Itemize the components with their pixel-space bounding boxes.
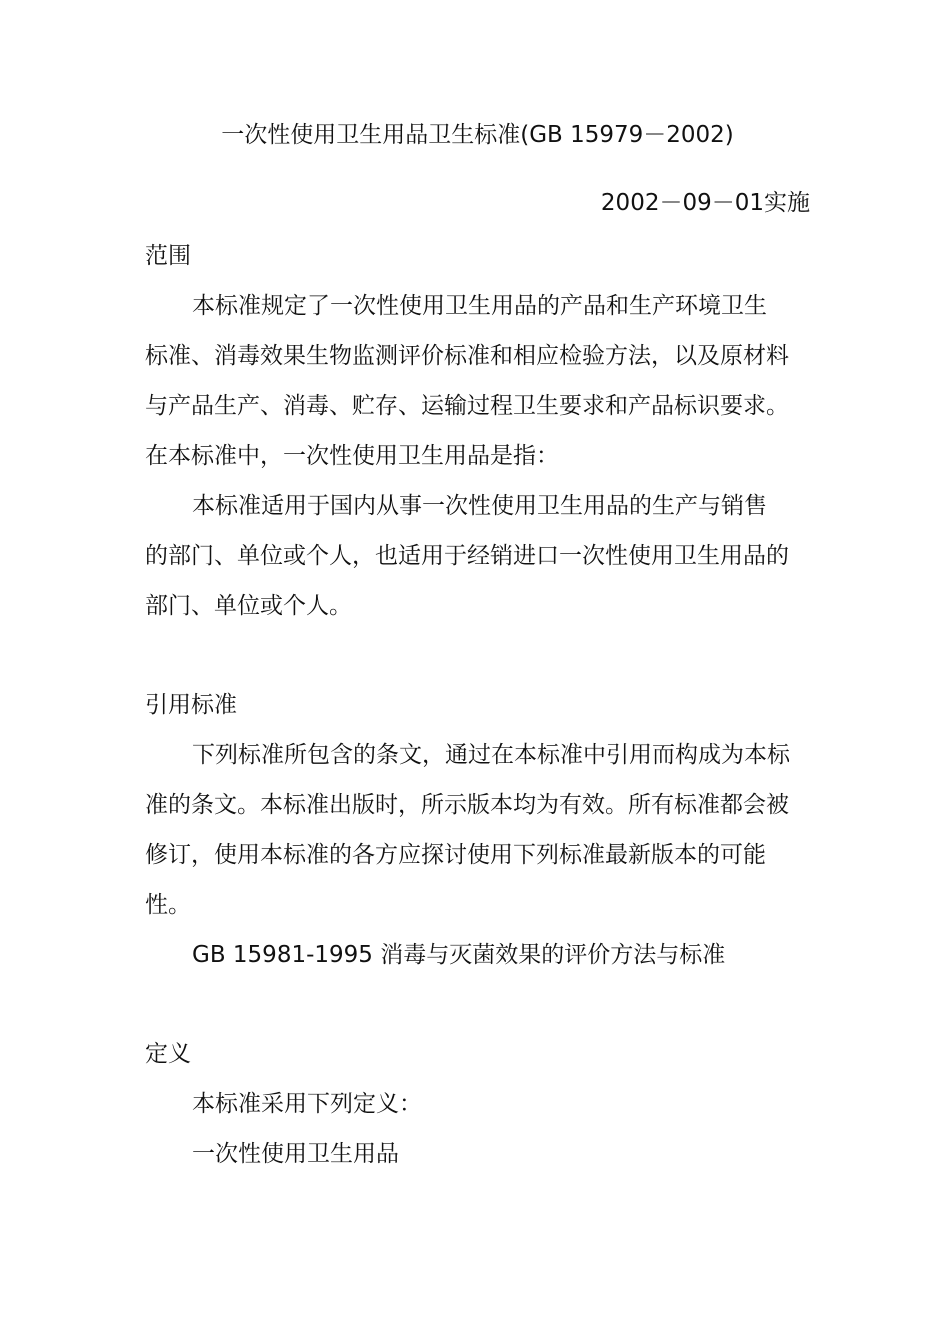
paragraph-line: 与产品生产、消毒、贮存、运输过程卫生要求和产品标识要求。 xyxy=(145,393,789,419)
paragraph-line: 性。 xyxy=(145,892,191,918)
effective-date: 2002－09－01实施 xyxy=(600,190,810,216)
paragraph-line: 标准、消毒效果生物监测评价标准和相应检验方法，以及原材料 xyxy=(145,343,789,369)
paragraph-line: 下列标准所包含的条文，通过在本标准中引用而构成为本标 xyxy=(192,742,790,768)
section-heading-definitions: 定义 xyxy=(145,1041,191,1067)
paragraph-line: 准的条文。本标准出版时，所示版本均为有效。所有标准都会被 xyxy=(145,792,789,818)
paragraph-line: 的部门、单位或个人，也适用于经销进口一次性使用卫生用品的 xyxy=(145,543,789,569)
definition-term: 一次性使用卫生用品 xyxy=(192,1141,399,1167)
reference-item xyxy=(192,940,725,970)
paragraph-line: 在本标准中，一次性使用卫生用品是指： xyxy=(145,443,559,469)
paragraph-line: 部门、单位或个人。 xyxy=(145,593,352,619)
paragraph-line: 修订，使用本标准的各方应探讨使用下列标准最新版本的可能 xyxy=(145,842,766,868)
paragraph-line: 本标准规定了一次性使用卫生用品的产品和生产环境卫生 xyxy=(192,293,767,319)
paragraph-line: 本标准采用下列定义： xyxy=(192,1091,422,1117)
reference-title: 消毒与灭菌效果的评价方法与标准 xyxy=(380,942,726,968)
document-title: 一次性使用卫生用品卫生标准(GB 15979－2002) xyxy=(221,122,734,148)
section-heading-scope: 范围 xyxy=(145,243,191,269)
section-heading-references: 引用标准 xyxy=(145,692,237,718)
paragraph-line: 本标准适用于国内从事一次性使用卫生用品的生产与销售 xyxy=(192,493,767,519)
reference-code: GB 15981-1995 xyxy=(192,942,373,968)
